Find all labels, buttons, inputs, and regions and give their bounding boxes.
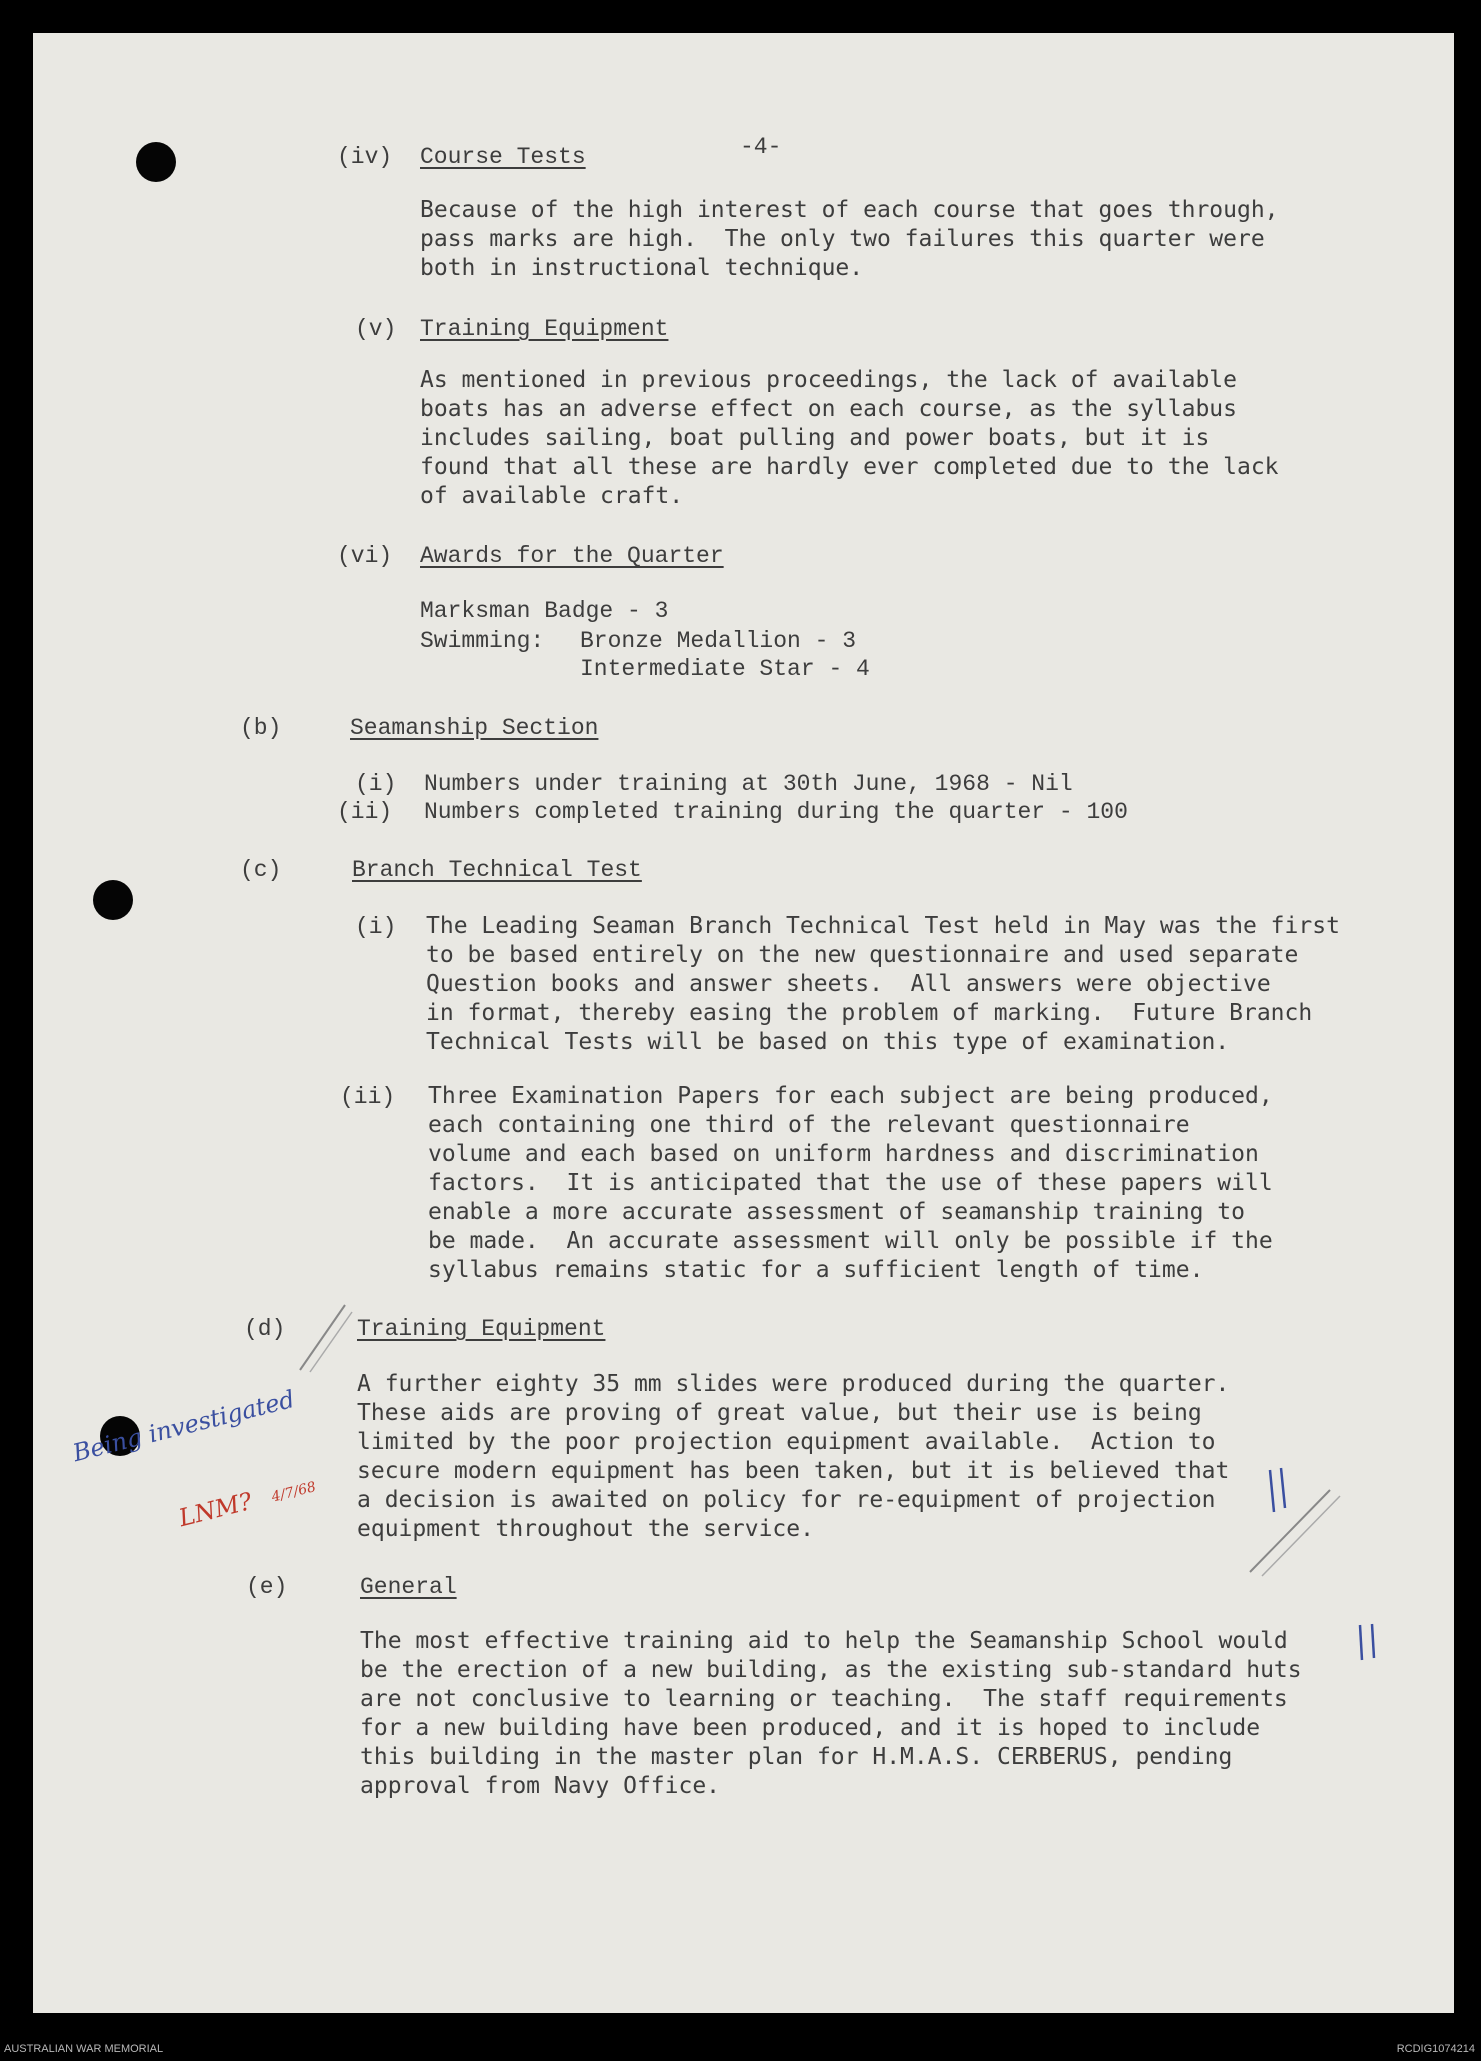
section-c-label: (c) <box>240 857 282 883</box>
section-iv-paragraph: Because of the high interest of each course that goes through, pass marks are high. The only two failures this quarter were both in instructional technique. <box>420 197 1279 281</box>
section-b-item-ii-label: (ii) <box>337 799 393 825</box>
page-number: -4- <box>740 134 782 160</box>
footer-id: RCDIG1074214 <box>1396 2043 1475 2055</box>
footer-bar <box>0 2040 1481 2061</box>
section-c-item-i: The Leading Seaman Branch Technical Test held in May was the first to be based entirely on the new questionnaire and used separate Question books and answer sheets. All answers were objective in format, thereby easing the problem of marking. Future Branch Technical Tests will be based on this type of examination. <box>426 913 1340 1055</box>
section-v-paragraph: As mentioned in previous proceedings, the lack of available boats has an adverse effect on each course, as the syllabus includes sailing, boat pulling and power boats, but it is found that all these are hardly ever completed due to the lack of available craft. <box>420 367 1279 509</box>
section-e-heading: General <box>360 1574 457 1600</box>
marksman-badge: Marksman Badge - 3 <box>420 598 669 624</box>
section-c-item-ii: Three Examination Papers for each subject are being produced, each containing one third of the relevant questionnaire volume and each based on uniform hardness and discrimination factors. It is anticipated that the use of these papers will enable a more accurate assessment of seamanship training to be made. An accurate assessment will only be possible if the syllabus remains static for a sufficient length of time. <box>428 1083 1273 1283</box>
section-b-item-i: Numbers under training at 30th June, 1968 - Nil <box>424 771 1073 797</box>
handwritten-note-red: LNM? <box>176 1487 255 1533</box>
handwritten-initials-red: 4/7/68 <box>270 1479 318 1506</box>
section-d-paragraph: A further eighty 35 mm slides were produced during the quarter. These aids are proving of great value, but their use is being limited by the poor projection equipment available. Action to secure modern equipment has been taken, but it is believed that a decision is awaited on policy for re-equipment of projection equipment throughout the service. <box>357 1371 1230 1542</box>
swimming-label: Swimming: <box>420 628 545 654</box>
section-b-item-i-label: (i) <box>355 771 397 797</box>
intermediate-star: Intermediate Star - 4 <box>580 656 870 682</box>
section-e-label: (e) <box>246 1574 288 1600</box>
section-e-paragraph: The most effective training aid to help the Seamanship School would be the erection of a new building, as the existing sub-standard huts are not conclusive to learning or teaching. The staff requirements for a new building have been produced, and it is hoped to include this building in the master plan for H.M.A.S. CERBERUS, pending approval from Navy Office. <box>360 1628 1302 1799</box>
section-c-item-i-label: (i) <box>355 914 397 940</box>
punch-hole-top <box>136 142 176 182</box>
handwritten-note-blue: Being investigated <box>70 1384 298 1468</box>
section-b-heading: Seamanship Section <box>350 715 599 741</box>
bronze-medallion: Bronze Medallion - 3 <box>580 628 857 654</box>
section-d-label: (d) <box>244 1316 286 1342</box>
section-vi-label: (vi) <box>337 543 393 569</box>
footer-source: AUSTRALIAN WAR MEMORIAL <box>4 2043 164 2055</box>
section-iv-label: (iv) <box>337 144 393 170</box>
section-c-item-ii-label: (ii) <box>340 1084 396 1110</box>
punch-hole-middle <box>93 880 133 920</box>
section-b-item-ii: Numbers completed training during the quarter - 100 <box>424 799 1128 825</box>
section-d-heading: Training Equipment <box>357 1316 606 1342</box>
section-c-heading: Branch Technical Test <box>352 857 642 883</box>
section-b-label: (b) <box>240 715 282 741</box>
section-vi-heading: Awards for the Quarter <box>420 543 724 569</box>
section-v-heading: Training Equipment <box>420 316 669 342</box>
section-iv-heading: Course Tests <box>420 144 586 170</box>
section-v-label: (v) <box>355 316 397 342</box>
